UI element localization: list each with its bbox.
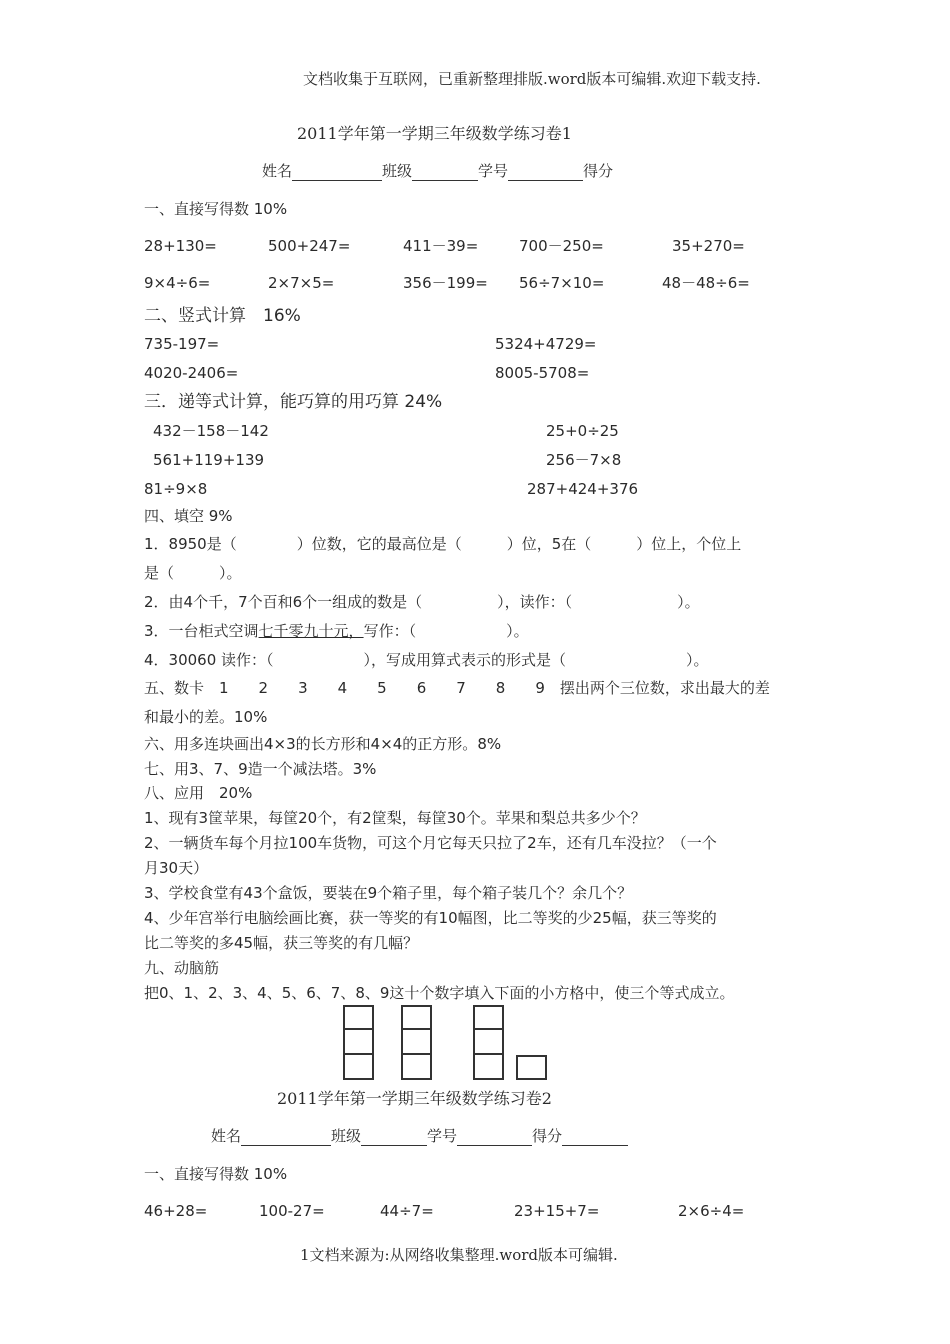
p1-s4-q3 (144, 621, 529, 641)
name-label: 姓名 (211, 1127, 242, 1145)
p1-s9-heading: 九、动脑筋 (144, 959, 220, 977)
p1-s1-r2-c4: 56÷7×10= (519, 274, 605, 292)
puzzle-box[interactable] (343, 1053, 374, 1080)
paper2-info-row (211, 1126, 628, 1146)
header-note: 文档收集于互联网，已重新整理排版.word版本可编辑.欢迎下载支持. (303, 70, 761, 88)
p1-s2-heading: 二、竖式计算 16% (144, 306, 301, 326)
p1-s1-r2-c1: 9×4÷6= (144, 274, 211, 292)
p1-s1-r1-c1: 28+130= (144, 237, 217, 255)
number-blank[interactable] (457, 1128, 532, 1146)
score-blank[interactable] (562, 1128, 628, 1146)
paper1-title: 2011学年第一学期三年级数学练习卷1 (297, 124, 572, 143)
p1-s8-q3: 3、学校食堂有43个盒饭，要装在9个箱子里，每个箱子装几个？余几个？ (144, 884, 633, 902)
p2-s1-r1-c1: 46+28= (144, 1202, 208, 1220)
puzzle-box[interactable] (473, 1005, 504, 1030)
p1-s2-item-3: 4020-2406= (144, 364, 239, 382)
p1-s8-q2-line1: 2、一辆货车每个月拉100车货物，可这个月它每天只拉了2车，还有几车没拉？（一个 (144, 834, 717, 852)
puzzle-box[interactable] (516, 1055, 547, 1080)
p1-s6: 六、用多连块画出4×3的长方形和4×4的正方形。8% (144, 735, 502, 753)
p1-s1-r1-c5: 35+270= (672, 237, 745, 255)
footer-note: 1文档来源为:从网络收集整理.word版本可编辑. (300, 1246, 618, 1264)
paper1-info-row (262, 161, 613, 181)
puzzle-box[interactable] (473, 1028, 504, 1055)
p1-s8-q4-line1: 4、少年宫举行电脑绘画比赛，获一等奖的有10幅图，比二等奖的少25幅，获三等奖的 (144, 909, 717, 927)
p1-s9-text: 把0、1、2、3、4、5、6、7、8、9这十个数字填入下面的小方格中，使三个等式成立。 (144, 984, 735, 1002)
p1-s8-q2-line2: 月30天） (144, 859, 209, 877)
p1-s4-q1-line1: 1．8950是（ ）位数，它的最高位是（ ）位，5在（ ）位上，个位上 (144, 535, 742, 553)
class-blank[interactable] (361, 1128, 427, 1146)
puzzle-box[interactable] (343, 1005, 374, 1030)
p1-s4-q3-post: 写作：（ ）。 (363, 622, 529, 640)
score-label: 得分 (583, 162, 614, 180)
name-blank[interactable] (292, 163, 382, 181)
p1-s3-item-4: 256－7×8 (546, 451, 622, 469)
class-label: 班级 (382, 162, 413, 180)
p1-s1-r1-c4: 700－250= (519, 237, 604, 255)
p1-s4-q2: 2．由4个千，7个百和6个一组成的数是（ ），读作：（ ）。 (144, 593, 700, 611)
score-label: 得分 (532, 1127, 563, 1145)
class-blank[interactable] (412, 163, 478, 181)
puzzle-box[interactable] (401, 1005, 432, 1030)
p2-s1-r1-c4: 23+15+7= (514, 1202, 600, 1220)
number-label: 学号 (478, 162, 509, 180)
p1-s3-item-3: 561+119+139 (153, 451, 265, 469)
puzzle-box[interactable] (473, 1053, 504, 1080)
p1-s8-heading: 八、应用 20% (144, 784, 253, 802)
p1-s1-r2-c2: 2×7×5= (268, 274, 335, 292)
p1-s1-r1-c3: 411－39= (403, 237, 479, 255)
p1-s3-heading: 三．递等式计算，能巧算的用巧算 24% (144, 392, 443, 412)
p2-s1-r1-c5: 2×6÷4= (678, 1202, 745, 1220)
p2-s1-r1-c3: 44÷7= (380, 1202, 434, 1220)
class-label: 班级 (331, 1127, 362, 1145)
puzzle-box[interactable] (343, 1028, 374, 1055)
p1-s4-q1-line2: 是（ ）。 (144, 564, 242, 582)
number-blank[interactable] (508, 163, 583, 181)
puzzle-box[interactable] (401, 1028, 432, 1055)
p1-s2-item-1: 735-197= (144, 335, 220, 353)
p1-s1-r1-c2: 500+247= (268, 237, 351, 255)
name-label: 姓名 (262, 162, 293, 180)
puzzle-box[interactable] (401, 1053, 432, 1080)
p1-s5-line1: 五、数卡 1 2 3 4 5 6 7 8 9 摆出两个三位数，求出最大的差 (144, 679, 770, 697)
p1-s4-q3-underlined: 七千零九十元， (258, 622, 364, 640)
p1-s3-item-2: 25+0÷25 (546, 422, 619, 440)
p1-s7: 七、用3、7、9造一个减法塔。3% (144, 760, 377, 778)
p1-s1-r2-c3: 356－199= (403, 274, 488, 292)
p2-s1-heading: 一、直接写得数 10% (144, 1165, 288, 1183)
paper2-title: 2011学年第一学期三年级数学练习卷2 (277, 1089, 552, 1108)
p1-s4-q4: 4．30060 读作：（ ），写成用算式表示的形式是（ ）。 (144, 651, 709, 669)
p1-s1-heading: 一、直接写得数 10% (144, 200, 288, 218)
p2-s1-r1-c2: 100-27= (259, 1202, 325, 1220)
p1-s2-item-2: 5324+4729= (495, 335, 597, 353)
number-label: 学号 (427, 1127, 458, 1145)
p1-s8-q4-line2: 比二等奖的多45幅，获三等奖的有几幅？ (144, 934, 419, 952)
p1-s5-line2: 和最小的差。10% (144, 708, 268, 726)
p1-s2-item-4: 8005-5708= (495, 364, 590, 382)
p1-s4-heading: 四、填空 9% (144, 507, 233, 525)
p1-s3-item-1: 432－158－142 (153, 422, 269, 440)
p1-s3-item-6: 287+424+376 (527, 480, 639, 498)
p1-s4-q3-pre: 3．一台柜式空调 (144, 622, 259, 640)
p1-s8-q1: 1、现有3筐苹果，每筐20个，有2筐梨，每筐30个。苹果和梨总共多少个？ (144, 809, 646, 827)
p1-s1-r2-c5: 48－48÷6= (662, 274, 750, 292)
name-blank[interactable] (241, 1128, 331, 1146)
p1-s3-item-5: 81÷9×8 (144, 480, 208, 498)
